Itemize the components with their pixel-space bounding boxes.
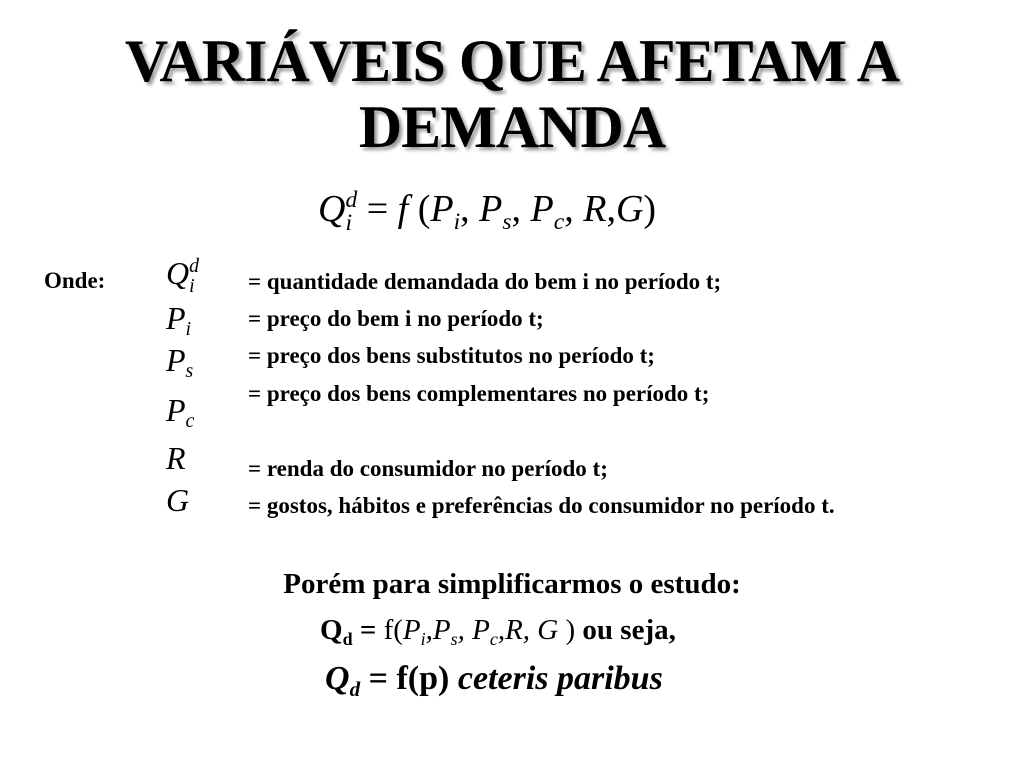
title-line-2: DEMANDA — [358, 94, 666, 160]
slide-title — [0, 28, 1024, 160]
symbol-r: R — [166, 440, 186, 476]
formula-q-sup: d — [345, 186, 358, 213]
simplified-q: Q — [320, 614, 343, 646]
formula-r: R — [583, 188, 607, 230]
formula-g: G — [615, 188, 644, 230]
definition-income: = renda do consumidor no período t; — [248, 456, 608, 481]
symbol-qid: Q d i — [166, 254, 200, 297]
formula-ps-sub: s — [502, 208, 512, 235]
formula-close-paren: ) — [643, 188, 657, 230]
formula-f: f — [397, 188, 409, 230]
formula-comma-4: , — [606, 188, 616, 230]
symbol-g: G — [166, 482, 190, 518]
formula-pi: P — [430, 188, 454, 230]
demand-function-formula — [318, 185, 656, 236]
formula-q-sub: i — [345, 210, 352, 237]
symbol-pc: $P_c$ — [166, 392, 195, 433]
formula-comma-2: , — [511, 188, 522, 230]
formula-comma-3: , — [564, 188, 574, 230]
formula-pi-sub: i — [453, 208, 461, 235]
definition-tastes: = gostos, hábitos e preferências do consumidor no período t. — [248, 493, 835, 518]
symbol-pi: $P_i$ — [166, 300, 192, 341]
onde-label: Onde: — [44, 268, 106, 293]
formula-ps: P — [479, 188, 503, 230]
formula-equals: = — [366, 188, 389, 230]
formula-q: Q — [318, 188, 346, 230]
formula-pc-sub: c — [553, 208, 565, 235]
symbol-ps: $P_s$ — [166, 342, 194, 383]
ceteris-paribus-formula: $Q_d = f(p)$ ceteris paribus — [325, 660, 663, 701]
formula-pc: P — [530, 188, 554, 230]
definition-price-substitutes: = preço dos bens substitutos no período t; — [248, 343, 655, 368]
formula-open-paren: ( — [417, 188, 431, 230]
simplified-formula: $Q_d = f(P_i,P_s$, $P_c,R$, G ) ou seja, — [320, 614, 676, 649]
formula-comma-1: , — [460, 188, 470, 230]
definition-price-complements: = preço dos bens complementares no período t; — [248, 381, 710, 406]
title-line-1: VARIÁVEIS QUE AFETAM A — [124, 28, 900, 94]
definition-price-good: = preço do bem i no período t; — [248, 306, 544, 331]
definition-quantity-demanded: = quantidade demandada do bem i no período t; — [248, 269, 722, 294]
simplify-heading: Porém para simplificarmos o estudo: — [283, 568, 741, 600]
